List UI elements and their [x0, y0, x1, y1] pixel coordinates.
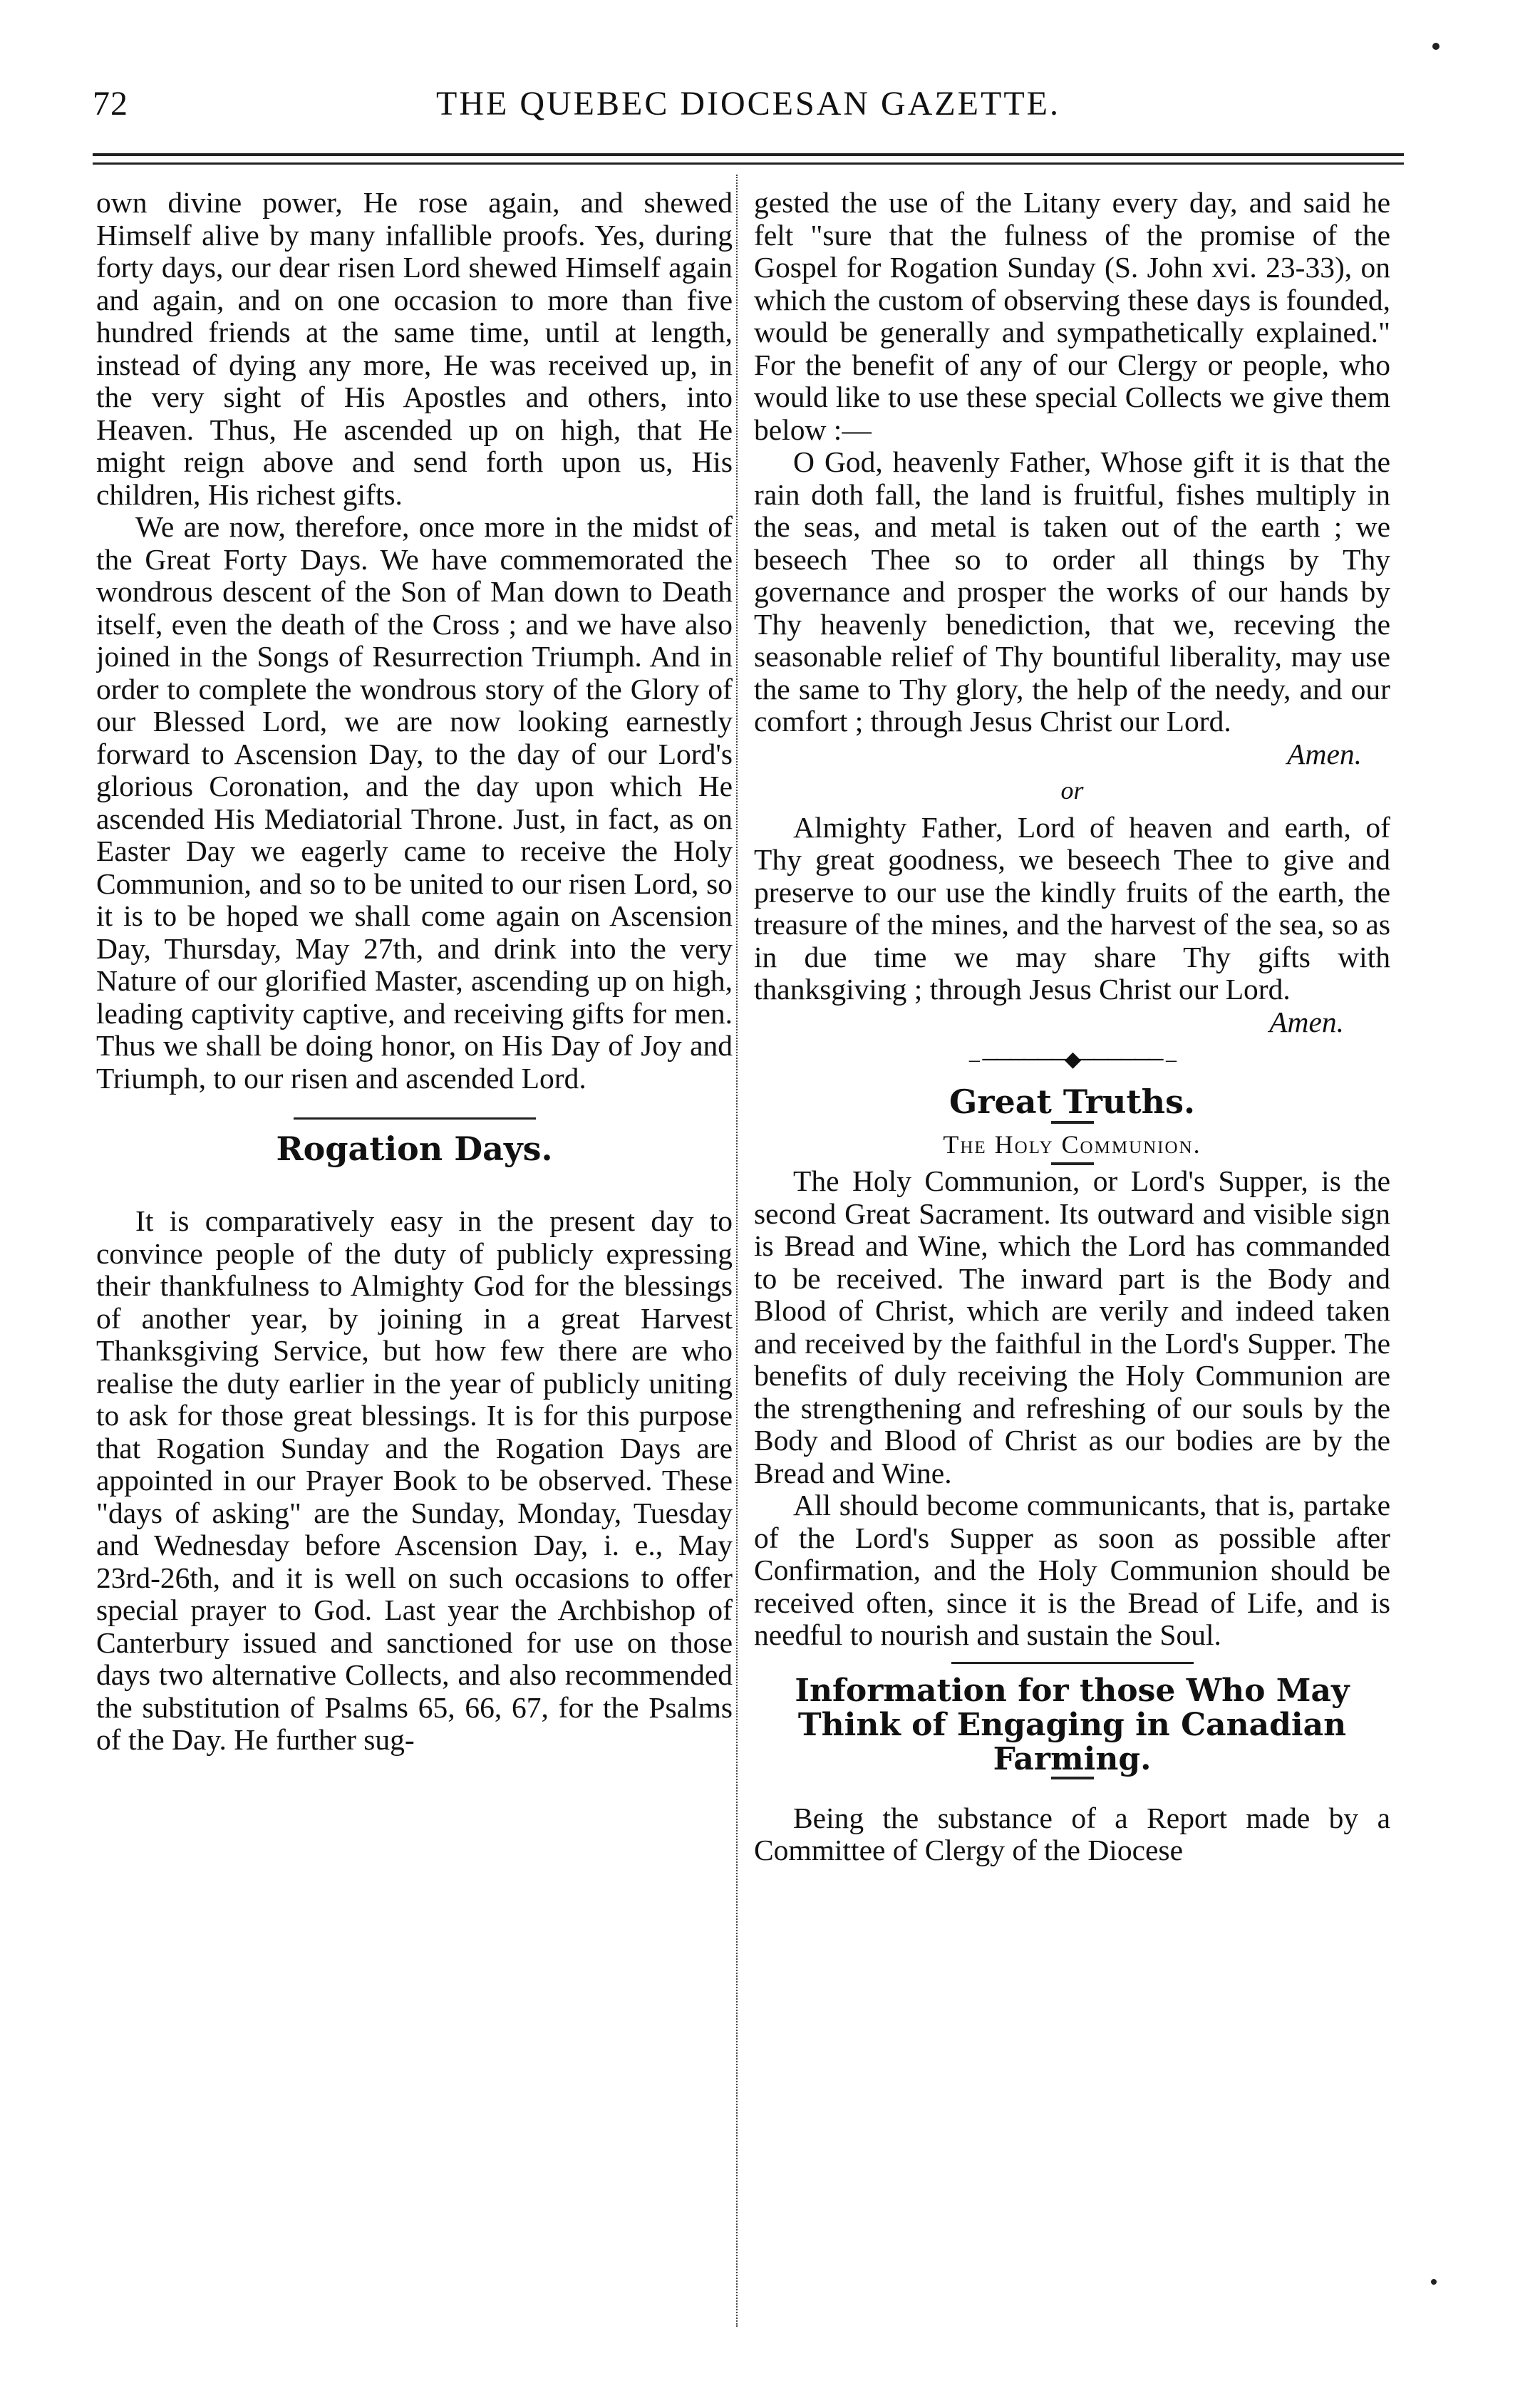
- ornament-divider: ‒ ──────◆────── ‒: [968, 1048, 1176, 1071]
- amen: Amen.: [1269, 1005, 1344, 1038]
- left-column: [96, 187, 733, 2317]
- paragraph: Being the substance of a Report made by a Committee of Clergy of the Diocese: [754, 1801, 1390, 1866]
- page-number: 72: [93, 85, 128, 123]
- column-divider: [736, 175, 738, 2327]
- subheading: The Holy Communion.: [943, 1130, 1201, 1159]
- amen: Amen.: [1287, 737, 1362, 770]
- paragraph: We are now, therefore, once more in the midst of the Great Forty Days. We have commemorated the wondrous descent of the Son of Man down to Death itself, even the death of the Cross ; and we have also joined in the Songs of Resurrection Triumph. And in order to complete the wondrous story of the Glory of our Blessed Lord, we are now looking earnestly forward to Ascension Day, to the day of our Lord's glorious Coronation, and the day upon which He ascended His Mediatorial Throne. Just, in fact, as on Easter Day we eagerly came to receive the Holy Communion, and so to be united to our risen Lord, so it is to be hoped we shall come again on Ascension Day, Thursday, May 27th, and drink into the very Nature of our glorified Master, ascending up on high, leading captivity captive, and receiving gifts for men. Thus we shall be doing honor, on His Day of Joy and Triumph, to our risen and ascended Lord.: [96, 510, 733, 1095]
- right-column: [754, 187, 1390, 2317]
- header-rule: [93, 162, 1404, 165]
- paragraph: The Holy Communion, or Lord's Supper, is the second Great Sacrament. Its outward and visible sign is Bread and Wine, which the Lord has commanded to be received. The inward part is the Body and Blood of Christ, which are verily and indeed taken and received by the faithful in the Lord's Supper. The benefits of duly receiving the Holy Communion are the strengthening and refreshing of our souls by the Body and Blood of Christ as our bodies are by the Bread and Wine.: [754, 1164, 1390, 1489]
- print-speck: [1432, 43, 1439, 50]
- prayer-paragraph: Almighty Father, Lord of heaven and earth, of Thy great goodness, we beseech Thee to give and preserve to our use the kindly fruits of the earth, the treasure of the mines, and the harvest of the sea, so as in due time we may share Thy gifts with thanksgiving ; through Jesus Christ our Lord.: [754, 810, 1390, 1006]
- paragraph: gested the use of the Litany every day, and said he felt "sure that the fulness of the promise of the Gospel for Rogation Sunday (S. John xvi. 23-33), on which the custom of observing these days is founded, would be generally and sympathetically explained." For the benefit of any of our Clergy or people, who would like to use these special Collects we give them below :—: [754, 187, 1390, 446]
- section-heading: Rogation Days.: [276, 1130, 553, 1168]
- paragraph: own divine power, He rose again, and shewed Himself alive by many infallible proofs. Yes, during forty days, our dear risen Lord shewed Himself again and again, and on one occasion to more than five hundred friends at the same time, until at length, instead of dying any more, He was received up, in the very sight of His Apostles and others, into Heaven. Thus, He ascended up on high, that He might reign above and send forth upon us, His children, His richest gifts.: [96, 187, 733, 511]
- header-rule: [93, 153, 1404, 156]
- section-heading: Information for those Who May Think of Engaging in Canadian Farming.: [795, 1672, 1350, 1777]
- or-separator: or: [1060, 776, 1084, 805]
- prayer-paragraph: O God, heavenly Father, Whose gift it is that the rain doth fall, the land is fruitful, fishes multiply in the seas, and metal is taken out of the earth ; we beseech Thee so to order all things by Thy governance and prosper the works of our hands by Thy heavenly benediction, that we, receving the seasonable relief of Thy bountiful liberality, may use the same to Thy glory, the help of the needy, and our comfort ; through Jesus Christ our Lord.: [754, 445, 1390, 738]
- page-header: [93, 84, 1404, 148]
- paragraph: It is comparatively easy in the present day to convince people of the duty of publicly expressing their thankfulness to Almighty God for the blessings of another year, by joining in a great Harvest Thanksgiving Service, but how few there are who realise the duty earlier in the year of publicly uniting to ask for those great blessings. It is for this purpose that Rogation Sunday and the Rogation Days are appointed in our Prayer Book to be observed. These "days of asking" are the Sunday, Monday, Tuesday and Wednesday before Ascension Day, i. e., May 23rd-26th, and it is well on such occasions to offer special prayer to God. Last year the Archbishop of Canterbury issued and sanctioned for use on those days two alternative Collects, and also recommended the substitution of Psalms 65, 66, 67, for the Psalms of the Day. He further sug-: [96, 1204, 733, 1756]
- section-heading: Great Truths.: [949, 1082, 1196, 1121]
- print-speck: [1431, 2279, 1437, 2285]
- paragraph: All should become communicants, that is, partake of the Lord's Supper as soon as possible after Confirmation, and the Holy Communion should be received often, since it is the Bread of Life, and is needful to nourish and sustain the Soul.: [754, 1489, 1390, 1651]
- section-rule: [1051, 1121, 1094, 1124]
- masthead-title: THE QUEBEC DIOCESAN GAZETTE.: [436, 85, 1060, 123]
